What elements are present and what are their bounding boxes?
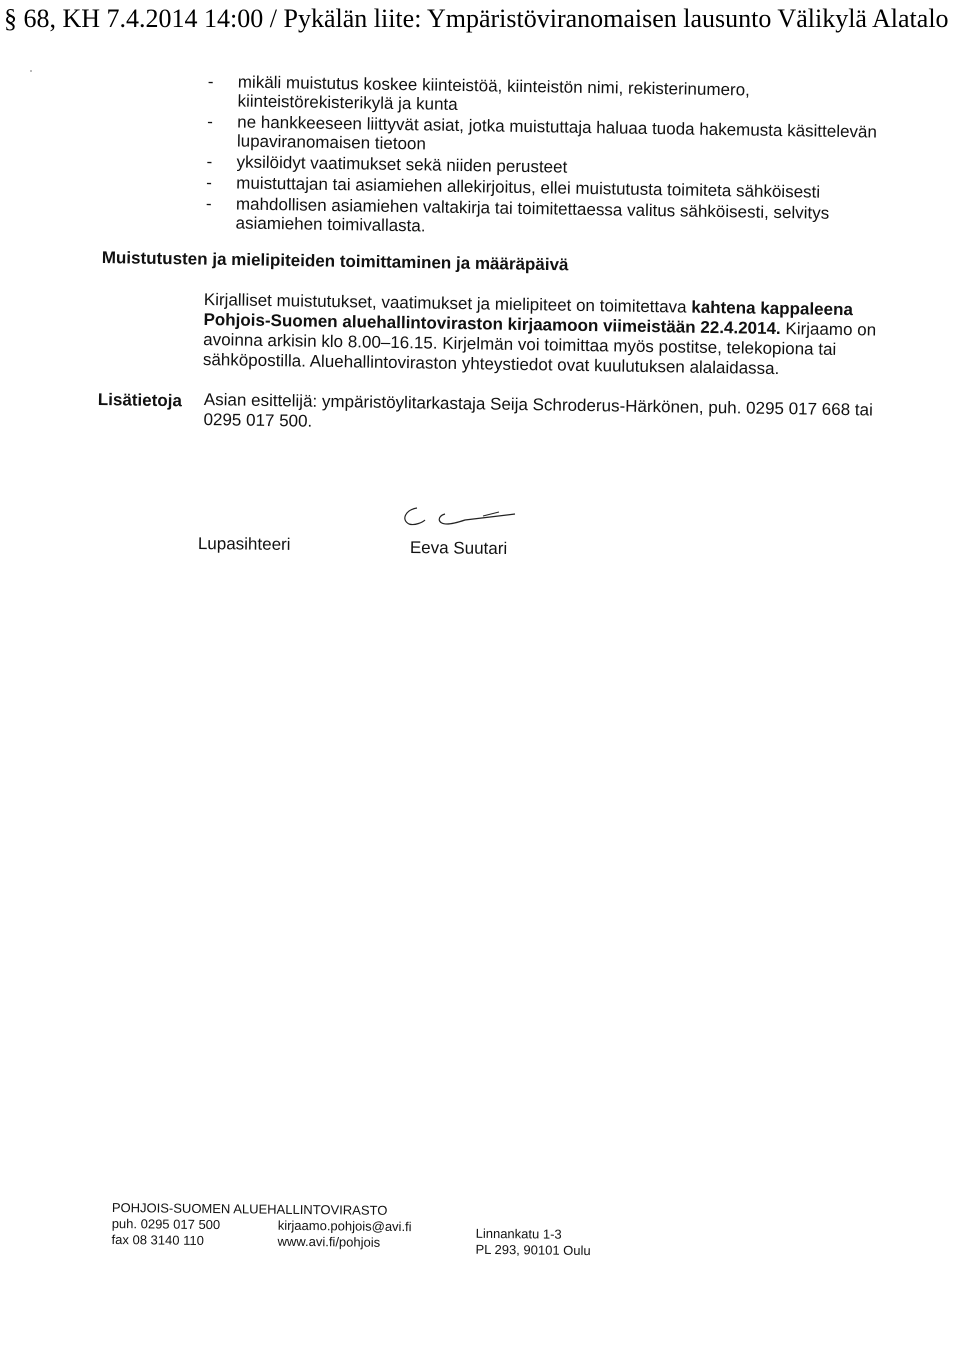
scanned-document-page xyxy=(0,50,960,1350)
signer-name: Eeva Suutari xyxy=(409,538,508,559)
info-label: Lisätietoja xyxy=(97,390,183,411)
requirement-text: ne hankkeeseen liittyvät asiat, jotka muistuttaja haluaa tuoda hakemusta käsittelevän lupaviranomaisen tietoon xyxy=(236,112,878,154)
page-header-title: § 68, KH 7.4.2014 14:00 / Pykälän liite: Ympäristöviranomaisen lausunto Välikylä Alatalo xyxy=(4,4,949,33)
requirement-item xyxy=(205,194,896,243)
submission-text-1: Kirjalliset muistutukset, vaatimukset ja mielipiteet on toimitettava xyxy=(203,290,692,317)
footer-fax: fax 08 3140 110 xyxy=(111,1231,204,1248)
submission-text-2: Kirjaamo on avoinna arkisin klo 8.00–16.15. Kirjelmän voi toimittaa myös postitse, telekopiona tai sähköpostilla. Aluehallintoviraston yhteystiedot ovat kuulutuksen alalaidassa. xyxy=(202,319,877,379)
requirement-text: mahdollisen asiamiehen valtakirja tai toimitettaessa valitus sähköisesti, selvitys asiamiehen toimivallasta. xyxy=(235,194,830,236)
submission-paragraph xyxy=(203,290,904,381)
footer-contact xyxy=(111,1200,591,1259)
footer-postal: PL 293, 90101 Oulu xyxy=(475,1241,591,1259)
dash-marker: - xyxy=(207,111,214,132)
signer-title: Lupasihteeri xyxy=(197,534,291,554)
requirement-text: yksilöidyt vaatimukset sekä niiden perusteet xyxy=(236,152,568,177)
requirement-text: mikäli muistutus koskee kiinteistöä, kiinteistön nimi, rekisterinumero, kiinteistörekisterikylä ja kunta xyxy=(237,72,751,114)
requirements-list xyxy=(205,72,897,245)
submission-deadline-bold: kahtena kappaleena Pohjois-Suomen aluehallintoviraston kirjaamoon viimeistään 22.4.2014. xyxy=(203,297,854,339)
footer-street: Linnankatu 1-3 xyxy=(475,1225,562,1242)
dash-marker: - xyxy=(206,172,213,193)
handwritten-signature-icon xyxy=(395,502,525,532)
footer-email: kirjaamo.pohjois@avi.fi xyxy=(277,1217,412,1235)
footer-phone: puh. 0295 017 500 xyxy=(111,1215,221,1233)
dash-marker: - xyxy=(207,72,214,92)
requirement-text: muistuttajan tai asiamiehen allekirjoitus, ellei muistutusta toimiteta sähköisesti xyxy=(236,173,821,202)
dash-marker: - xyxy=(206,151,213,172)
footer-web: www.avi.fi/pohjois xyxy=(277,1233,381,1250)
scan-speck xyxy=(30,70,32,72)
footer-org: POHJOIS-SUOMEN ALUEHALLINTOVIRASTO xyxy=(111,1200,388,1218)
dash-marker: - xyxy=(205,193,212,214)
info-text: Asian esittelijä: ympäristöylitarkastaja Seija Schroderus-Härkönen, puh. 0295 017 668 tai 0295 017 500. xyxy=(203,390,873,431)
section-heading: Muistutusten ja mielipiteiden toimittaminen ja määräpäivä xyxy=(101,248,569,275)
